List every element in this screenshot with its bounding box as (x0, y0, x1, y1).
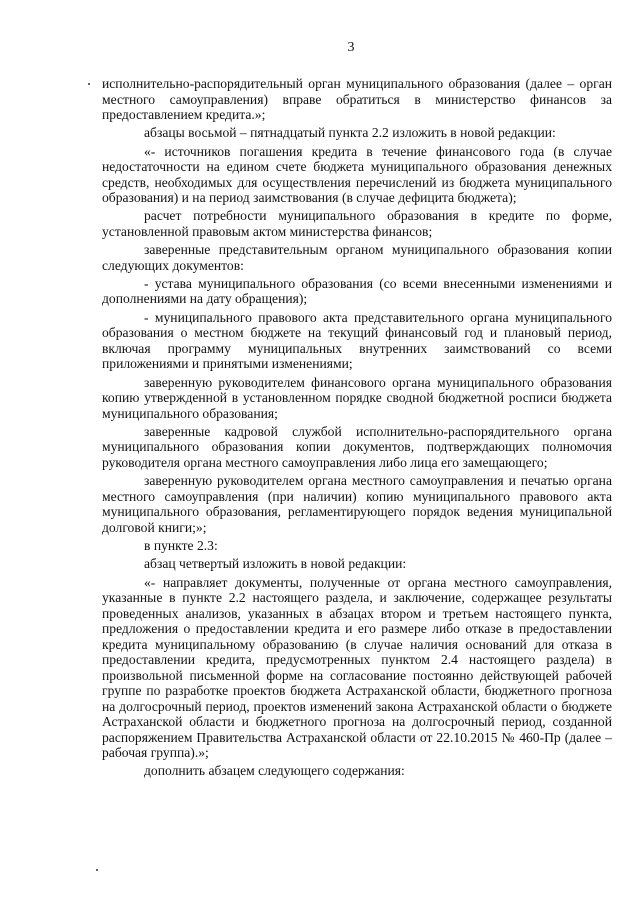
paragraph-forwards-documents: «- направляет документы, полученные от органа местного самоуправления, указанные в пункте 2.2 настоящего раздела, и заключение, содержащее результаты проведенных анализов, указанных в абзацах втором и третьем настоящего пункта, предложения о предоставлении кредита и его размере либо отказе в предоставлении кредита муниципальному образованию (в случае наличия оснований для отказа в предоставлении кредита, предусмотренных пунктом 2.4 настоящего раздела) в произвольной письменной форме на согласование постоянно действующей рабочей группе по разработке проектов бюджета Астраханской области, бюджетного прогноза на долгосрочный период, проектов изменений закона Астраханской области о бюджете Астраханской области и бюджетного прогноза на долгосрочный период, созданной распоряжением Правительства Астраханской области от 22.10.2015 № 460-Пр (далее – рабочая группа).»; (102, 574, 612, 761)
scan-dot-bottom (96, 869, 98, 871)
paragraph-authority-documents: заверенные кадровой службой исполнительно-распорядительного органа муниципального образования копии документов, подтверждающих полномочия руководителя органа местного самоуправления либо лица его замещающего; (102, 423, 612, 470)
paragraph-fourth-subparagraph: абзац четвертый изложить в новой редакции: (144, 556, 407, 572)
paragraph-amendment-2-2: абзацы восьмой – пятнадцатый пункта 2.2 изложить в новой редакции: (144, 125, 556, 141)
paragraph-certified-copies: заверенные представительным органом муниципального образования копии следующих документов: (102, 242, 612, 273)
paragraph-charter: - устава муниципального образования (со всеми внесенными изменениями и дополнениями на дату обращения); (102, 275, 612, 307)
paragraph-continuation: исполнительно-распорядительный орган муниципального образования (далее – орган местного самоуправления) вправе обратиться в министерство финансов за предоставлением кредита.»; (102, 76, 612, 122)
paragraph-budget-list: заверенную руководителем финансового органа муниципального образования копию утвержденной в установленном порядке сводной бюджетной росписи бюджета муниципального образования; (102, 374, 612, 421)
paragraph-debt-book-act: заверенную руководителем органа местного самоуправления и печатью органа местного самоуправления (при наличии) копию муниципального правового акта муниципального образования, регламентирующего порядок ведения муниципальной долговой книги;»; (102, 473, 612, 535)
paragraph-budget-act: - муниципального правового акта представительного органа муниципального образования о местном бюджете на текущий финансовый год и плановый период, включая программу муниципальных внутренних заимствований со всеми приложениями и принятыми изменениями; (102, 309, 612, 372)
scan-dot-top (88, 83, 90, 85)
paragraph-point-2-3: в пункте 2.3: (144, 537, 218, 553)
page-number: 3 (347, 40, 355, 55)
paragraph-add-subparagraph: дополнить абзацем следующего содержания: (144, 763, 405, 779)
paragraph-need-calculation: расчет потребности муниципального образования в кредите по форме, установленной правовым актом министерства финансов; (102, 208, 612, 239)
paragraph-repayment-sources: «- источников погашения кредита в течение финансового года (в случае недостаточности на едином счете бюджета муниципального образования денежных средств, необходимых для осуществления перечислений из бюджета муниципального образования) и на период заимствования (в случае дефицита бюджета); (102, 143, 612, 206)
